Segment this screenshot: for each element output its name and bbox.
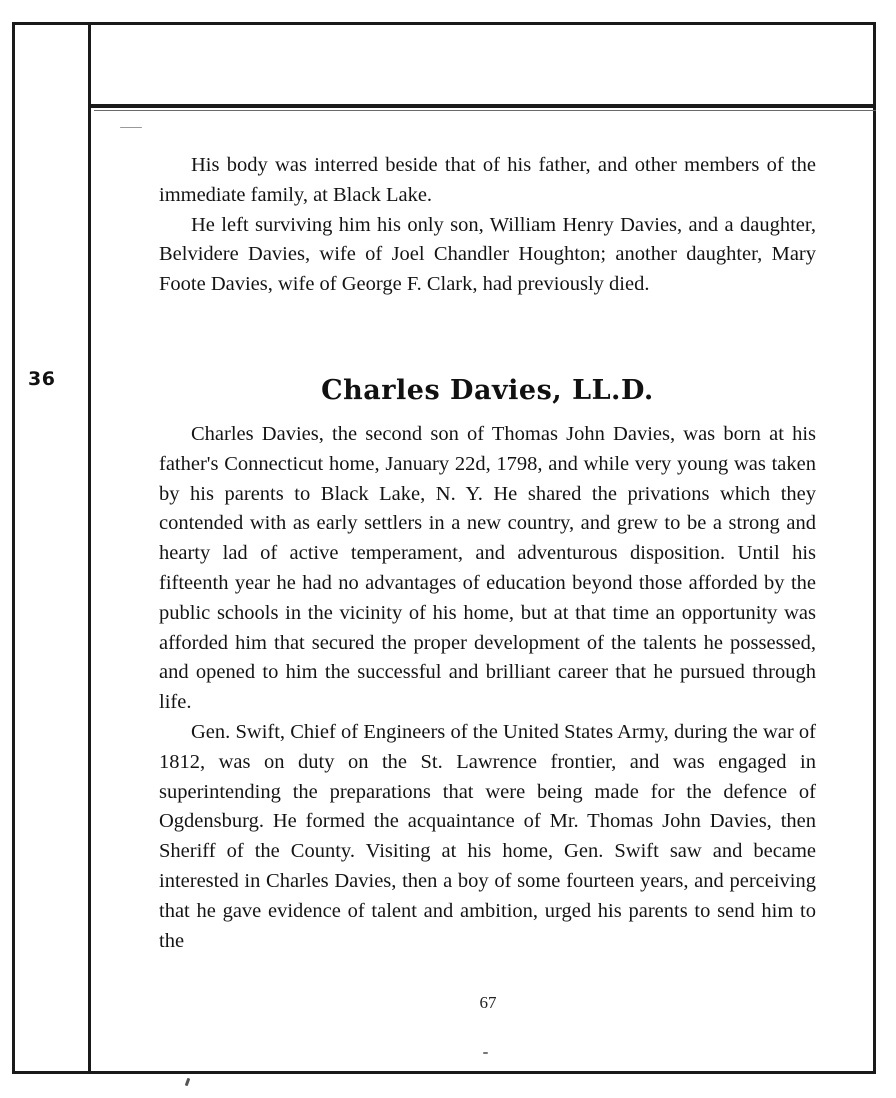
paragraph: Charles Davies, the second son of Thomas John Davies, was born at his father's Connecticut home, January 22d, 1798, and while very young was taken by his parents to Black Lake, N. Y. He shared the privations which they contended with as early settlers in a new country, and grew to be a strong and hearty lad of active temperament, and adventurous disposition. Until his fifteenth year he had no advantages of education beyond those afforded by the public schools in the vicinity of his home, but at that time an opportunity was afforded him that secured the proper development of the talents he possessed, and opened to him the successful and brilliant career that he pursued through life. [159, 423, 816, 714]
top-text-block [159, 151, 816, 300]
header-rule-thin [94, 110, 876, 111]
ink-speck [120, 127, 142, 128]
paragraph: His body was interred beside that of his father, and other members of the immediate family, at Black Lake. [159, 154, 816, 206]
section-heading: Charles Davies, LL.D. [321, 375, 654, 406]
margin-page-number: 36 [28, 368, 56, 390]
page-number: 67 [479, 993, 497, 1012]
paragraph: Gen. Swift, Chief of Engineers of the United States Army, during the war of 1812, was on duty on the St. Lawrence frontier, and was engaged in superintending the preparations that were being made for the defence of Ogdensburg. He formed the acquaintance of Mr. Thomas John Davies, then Sheriff of the County. Visiting at his home, Gen. Swift saw and became interested in Charles Davies, then a boy of some fourteen years, and perceiving that he gave evidence of talent and ambition, urged his parents to send him to the [159, 720, 816, 952]
paragraph: He left surviving him his only son, William Henry Davies, and a daughter, Belvidere Davies, wife of Joel Chandler Houghton; another daughter, Mary Foote Davies, wife of George F. Clark, had previously died. [159, 213, 816, 296]
ink-speck [483, 1052, 488, 1054]
ink-speck [185, 1078, 191, 1087]
main-text-block [159, 420, 816, 956]
margin-rule [88, 23, 91, 1073]
header-rule [88, 104, 876, 108]
